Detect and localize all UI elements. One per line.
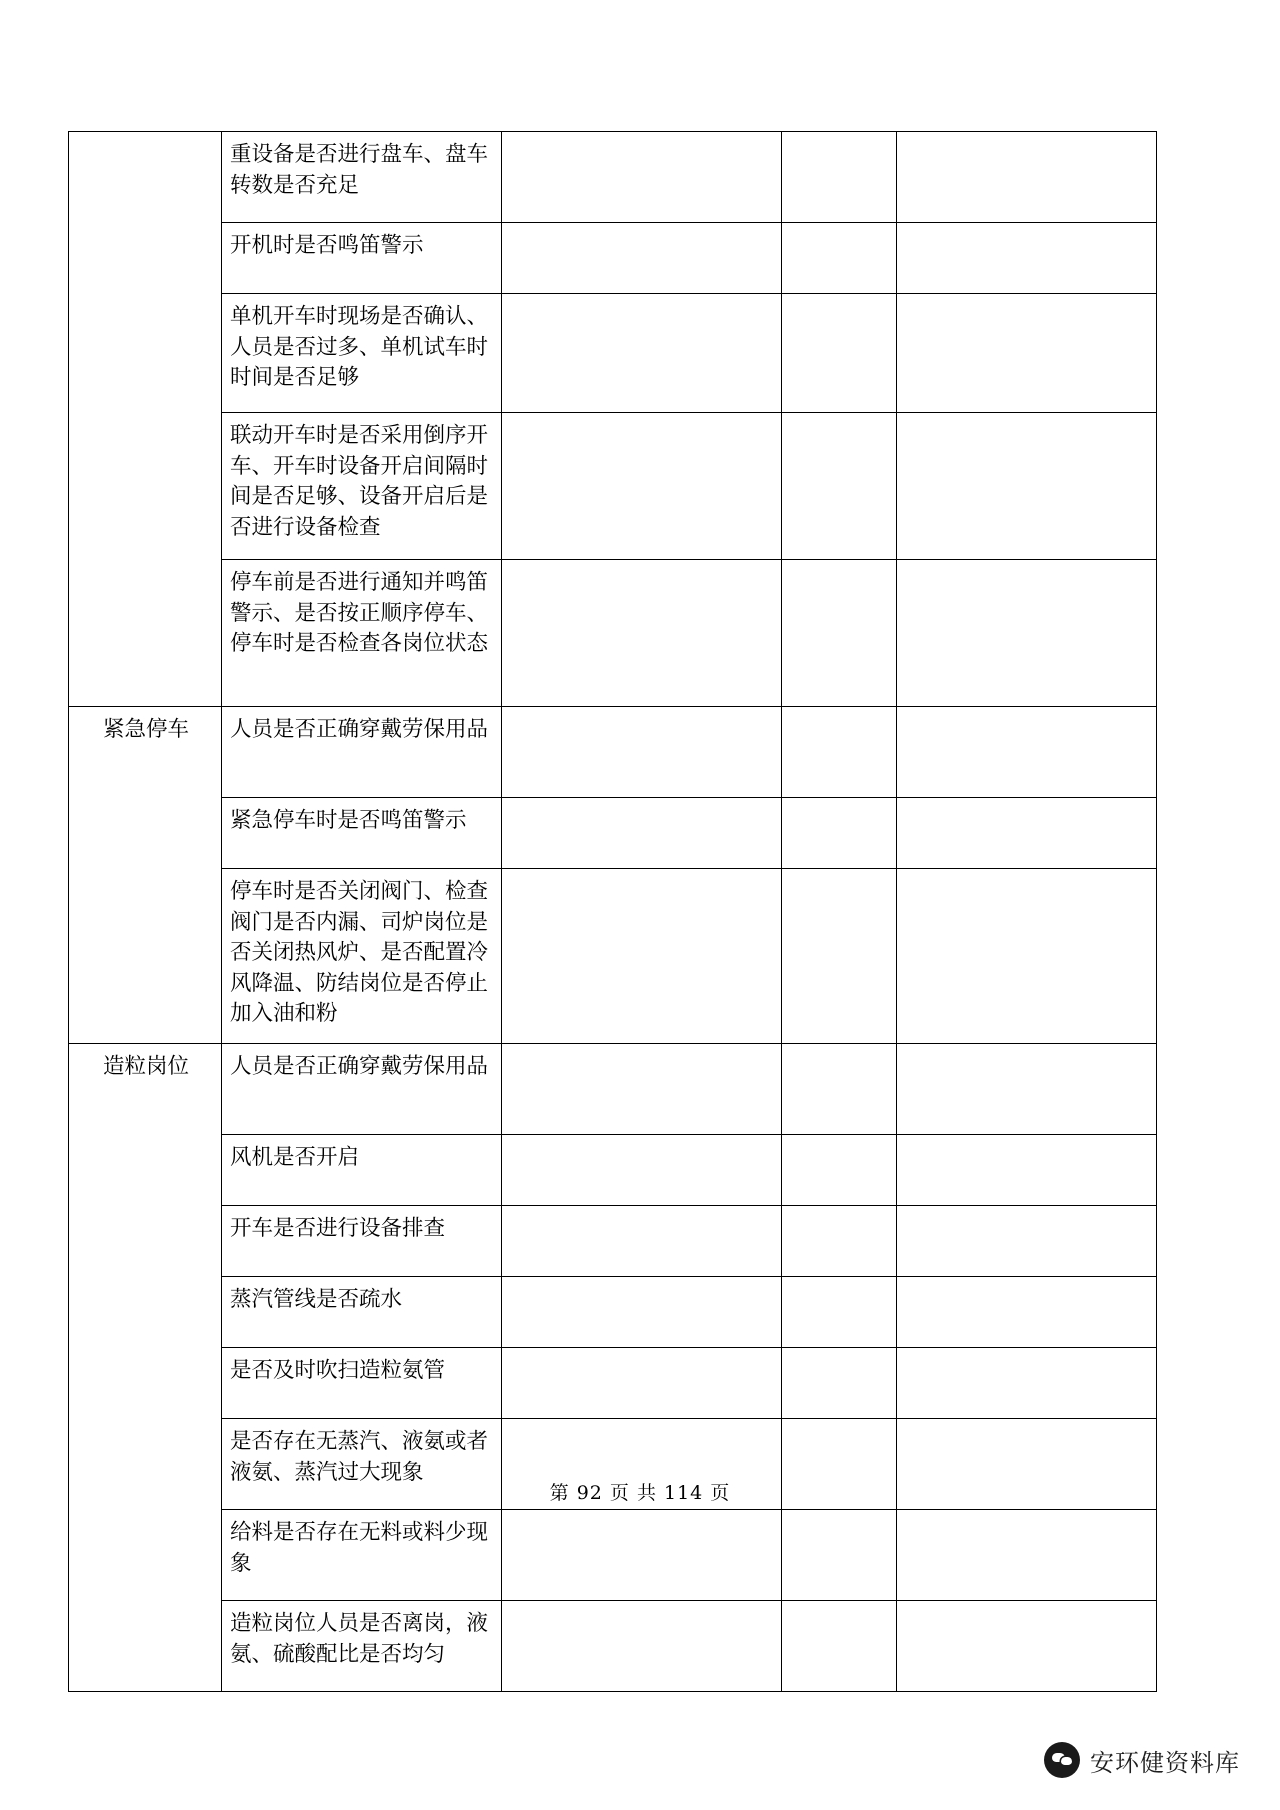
inspection-result-cell[interactable] (502, 798, 782, 869)
item-cell: 风机是否开启 (222, 1135, 502, 1206)
remark-cell[interactable] (897, 1206, 1157, 1277)
remark-cell[interactable] (897, 1510, 1157, 1601)
item-cell: 是否及时吹扫造粒氨管 (222, 1348, 502, 1419)
table-row (69, 1601, 1157, 1692)
item-cell: 人员是否正确穿戴劳保用品 (222, 1044, 502, 1135)
item-cell: 重设备是否进行盘车、盘车转数是否充足 (222, 132, 502, 223)
inspection-result-cell[interactable] (502, 413, 782, 560)
table-row (69, 560, 1157, 707)
watermark-label: 安环健资料库 (1090, 1748, 1240, 1777)
remark-cell[interactable] (897, 1277, 1157, 1348)
problem-level-cell[interactable] (782, 1044, 897, 1135)
remark-cell[interactable] (897, 132, 1157, 223)
table-row (69, 1044, 1157, 1135)
table-row (69, 1206, 1157, 1277)
table-row (69, 223, 1157, 294)
checklist-table-container (68, 131, 1145, 1692)
table-row (69, 869, 1157, 1044)
inspection-result-cell[interactable] (502, 1277, 782, 1348)
item-cell: 人员是否正确穿戴劳保用品 (222, 707, 502, 798)
page-number-footer: 第 92 页 共 114 页 (549, 1482, 731, 1504)
checklist-table (68, 131, 1157, 1692)
item-cell: 单机开车时现场是否确认、人员是否过多、单机试车时时间是否足够 (222, 294, 502, 413)
watermark (1044, 1742, 1240, 1778)
remark-cell[interactable] (897, 869, 1157, 1044)
remark-cell[interactable] (897, 223, 1157, 294)
item-cell: 停车时是否关闭阀门、检查阀门是否内漏、司炉岗位是否关闭热风炉、是否配置冷风降温、防结岗位是否停止加入油和粉 (222, 869, 502, 1044)
remark-cell[interactable] (897, 560, 1157, 707)
problem-level-cell[interactable] (782, 869, 897, 1044)
table-row (69, 132, 1157, 223)
item-cell: 开机时是否鸣笛警示 (222, 223, 502, 294)
inspection-result-cell[interactable] (502, 1601, 782, 1692)
remark-cell[interactable] (897, 413, 1157, 560)
inspection-result-cell[interactable] (502, 869, 782, 1044)
remark-cell[interactable] (897, 294, 1157, 413)
category-cell-granulation-post: 造粒岗位 (69, 1044, 222, 1692)
remark-cell[interactable] (897, 1601, 1157, 1692)
category-cell (69, 132, 222, 707)
table-row (69, 1135, 1157, 1206)
problem-level-cell[interactable] (782, 1277, 897, 1348)
table-row (69, 798, 1157, 869)
item-cell: 蒸汽管线是否疏水 (222, 1277, 502, 1348)
problem-level-cell[interactable] (782, 1206, 897, 1277)
problem-level-cell[interactable] (782, 223, 897, 294)
remark-cell[interactable] (897, 1044, 1157, 1135)
item-cell: 是否存在无蒸汽、液氨或者液氨、蒸汽过大现象 (222, 1419, 502, 1510)
table-row (69, 1277, 1157, 1348)
problem-level-cell[interactable] (782, 1348, 897, 1419)
item-cell: 给料是否存在无料或料少现象 (222, 1510, 502, 1601)
problem-level-cell[interactable] (782, 560, 897, 707)
problem-level-cell[interactable] (782, 1135, 897, 1206)
inspection-result-cell[interactable] (502, 223, 782, 294)
inspection-result-cell[interactable] (502, 1206, 782, 1277)
table-row (69, 1510, 1157, 1601)
problem-level-cell[interactable] (782, 798, 897, 869)
table-row (69, 1348, 1157, 1419)
item-cell: 联动开车时是否采用倒序开车、开车时设备开启间隔时间是否足够、设备开启后是否进行设备检查 (222, 413, 502, 560)
problem-level-cell[interactable] (782, 132, 897, 223)
remark-cell[interactable] (897, 707, 1157, 798)
inspection-result-cell[interactable] (502, 1510, 782, 1601)
category-cell-emergency-stop: 紧急停车 (69, 707, 222, 1044)
wechat-icon (1044, 1742, 1080, 1778)
table-row (69, 294, 1157, 413)
table-row (69, 707, 1157, 798)
inspection-result-cell[interactable] (502, 132, 782, 223)
problem-level-cell[interactable] (782, 707, 897, 798)
problem-level-cell[interactable] (782, 1510, 897, 1601)
table-row (69, 413, 1157, 560)
item-cell: 紧急停车时是否鸣笛警示 (222, 798, 502, 869)
remark-cell[interactable] (897, 798, 1157, 869)
inspection-result-cell[interactable] (502, 1044, 782, 1135)
problem-level-cell[interactable] (782, 1601, 897, 1692)
remark-cell[interactable] (897, 1135, 1157, 1206)
inspection-result-cell[interactable] (502, 1348, 782, 1419)
item-cell: 停车前是否进行通知并鸣笛警示、是否按正顺序停车、停车时是否检查各岗位状态 (222, 560, 502, 707)
problem-level-cell[interactable] (782, 294, 897, 413)
item-cell: 开车是否进行设备排查 (222, 1206, 502, 1277)
inspection-result-cell[interactable] (502, 707, 782, 798)
remark-cell[interactable] (897, 1348, 1157, 1419)
problem-level-cell[interactable] (782, 413, 897, 560)
inspection-result-cell[interactable] (502, 1135, 782, 1206)
item-cell: 造粒岗位人员是否离岗，液氨、硫酸配比是否均匀 (222, 1601, 502, 1692)
inspection-result-cell[interactable] (502, 294, 782, 413)
inspection-result-cell[interactable] (502, 560, 782, 707)
